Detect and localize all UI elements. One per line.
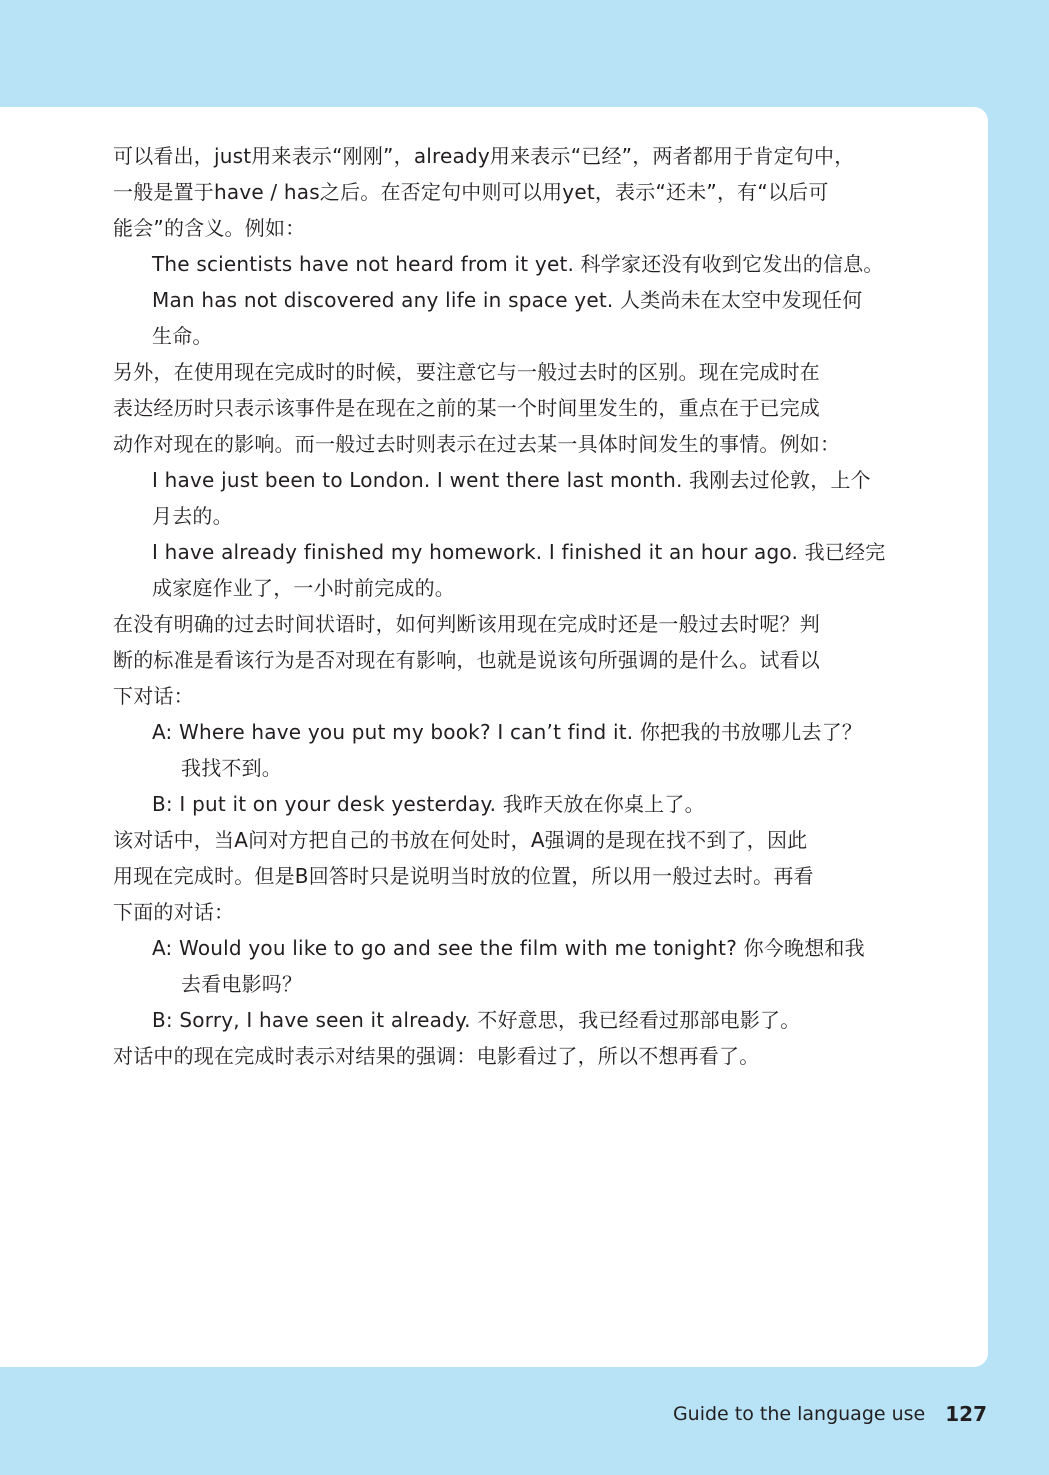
example-line: I have already finished my homework. I finished it an hour ago. 我已经完 [152, 540, 886, 564]
dialogue-line: B: Sorry, I have seen it already. 不好意思，我已经看过那部电影了。 [152, 1008, 801, 1032]
dialogue-line: A: Where have you put my book? I can’t find it. 你把我的书放哪儿去了？ [152, 720, 863, 744]
text-line: 在没有明确的过去时间状语时，如何判断该用现在完成时还是一般过去时呢？判 [113, 612, 820, 636]
dialogue-line: B: I put it on your desk yesterday. 我昨天放在你桌上了。 [152, 792, 705, 816]
page-footer [673, 1398, 987, 1430]
text-line: 对话中的现在完成时表示对结果的强调：电影看过了，所以不想再看了。 [113, 1044, 760, 1068]
text-line: 可以看出，just用来表示“刚刚”，already用来表示“已经”，两者都用于肯定句中， [113, 144, 855, 168]
footer-title: Guide to the language use [672, 1403, 926, 1425]
example-line: 生命。 [152, 324, 213, 348]
text-line: 用现在完成时。但是B回答时只是说明当时放的位置，所以用一般过去时。再看 [113, 864, 814, 888]
text-line: 表达经历时只表示该事件是在现在之前的某一个时间里发生的，重点在于已完成 [113, 396, 820, 420]
example-line: 月去的。 [152, 504, 233, 528]
dialogue-line: 去看电影吗？ [181, 972, 303, 996]
text-line: 下对话： [113, 684, 194, 708]
text-line: 断的标准是看该行为是否对现在有影响，也就是说该句所强调的是什么。试看以 [113, 648, 820, 672]
text-line: 一般是置于have / has之后。在否定句中则可以用yet，表示“还未”，有“以后可 [113, 180, 829, 204]
body-text [113, 138, 903, 1074]
text-line: 动作对现在的影响。而一般过去时则表示在过去某一具体时间发生的事情。例如： [113, 432, 841, 456]
text-line: 能会”的含义。例如： [113, 216, 306, 240]
dialogue-line: A: Would you like to go and see the film with me tonight? 你今晚想和我 [152, 936, 865, 960]
text-line: 下面的对话： [113, 900, 235, 924]
dialogue-line: 我找不到。 [181, 756, 282, 780]
text-line: 另外，在使用现在完成时的时候，要注意它与一般过去时的区别。现在完成时在 [113, 360, 820, 384]
example-line: Man has not discovered any life in space yet. 人类尚未在太空中发现任何 [152, 288, 863, 312]
text-line: 该对话中，当A问对方把自己的书放在何处时，A强调的是现在找不到了，因此 [113, 828, 808, 852]
page-number: 127 [945, 1402, 987, 1426]
example-line: 成家庭作业了，一小时前完成的。 [152, 576, 455, 600]
example-line: I have just been to London. I went there last month. 我刚去过伦敦，上个 [152, 468, 871, 492]
example-line: The scientists have not heard from it yet. 科学家还没有收到它发出的信息。 [152, 252, 884, 276]
